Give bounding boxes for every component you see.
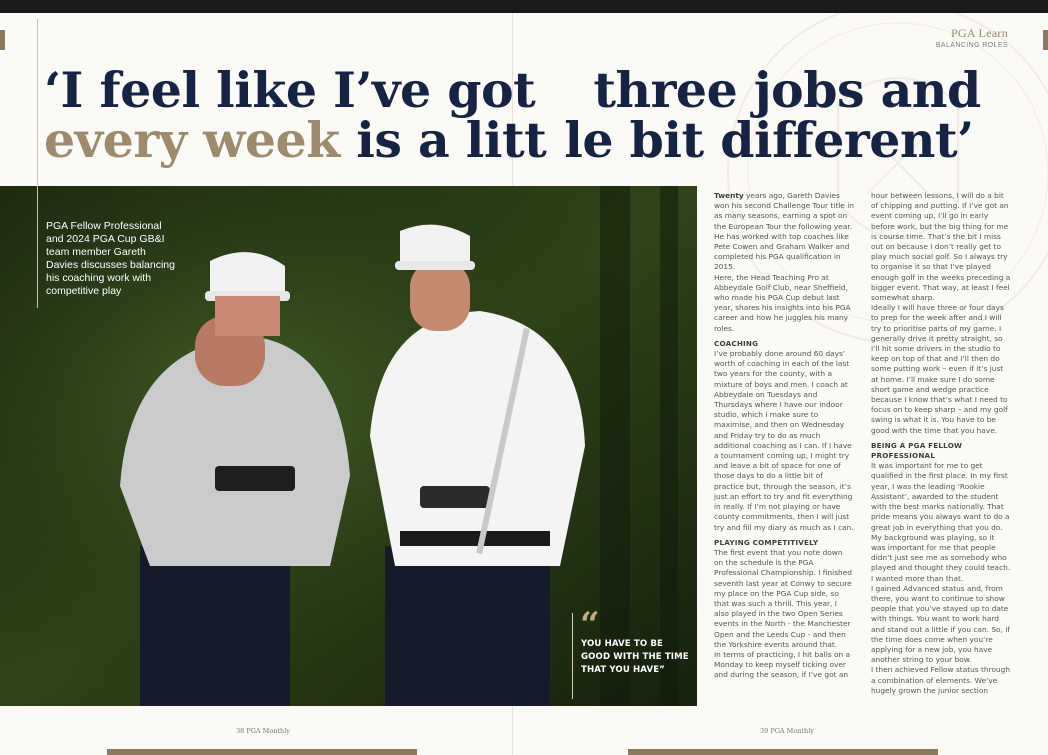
article-column-1	[714, 191, 854, 681]
lead-word: Twenty	[714, 191, 744, 200]
headline-line1-part2: three jobs and	[593, 61, 981, 119]
paragraph: It was important for me to get qualified in the first place. In my first year, I was the leading ‘Rookie Assistant’, awarded to the student with the best marks nationally. That pride means you always want to do a great job in everything that you do. My background was playing, so it was important for me that people didn’t just see me as somebody who played and thought they could teach. I wanted more than that.	[871, 461, 1011, 583]
paragraph: I then achieved Fellow status through a combination of elements. We’ve hugely grown the junior section	[871, 665, 1011, 695]
subhead-playing: PLAYING COMPETITIVELY	[714, 537, 819, 547]
paragraph: In terms of practicing, I hit balls on a Monday to keep myself ticking over and during the season, if I’ve got an	[714, 649, 851, 680]
paragraph: He has worked with top coaches like Pete Cowen and Graham Walker and completed his PGA qualification in 2015.	[714, 231, 850, 272]
folio-right: 39 PGA Monthly	[760, 727, 814, 735]
paragraph: Ideally I will have three or four days to prep for the week after and I will try to prioritise parts of my game. I generally drive it pretty straight, so I’ll hit some drivers in the studio to keep on top of that and I’ll then do some putting work – even if it’s just at home. I’ll make sure I do some short game and wedge practice because I know that’s what I need to focus on to keep sharp – and my golf swing is what it is. You have to be good with the time that you have.	[871, 303, 1008, 435]
quote-mark-icon: “	[580, 605, 600, 645]
article-column-2	[871, 191, 1011, 696]
footer-bar-left	[107, 749, 417, 755]
headline-line2-part1: is a litt	[356, 111, 547, 169]
photo-caption: PGA Fellow Professional and 2024 PGA Cup GB&I team member Gareth Davies discusses balancing his coaching work with competitive play	[46, 220, 175, 297]
paragraph: I gained Advanced status and, from there, you want to continue to show people that you’ve stayed up to date with things. You want to work hard and stand out a little if you can. So, if the time does come when you’re applying for a new job, you have another string to your bow.	[871, 583, 1010, 665]
headline-line-1	[44, 61, 981, 119]
pull-quote-bar	[572, 613, 573, 699]
headline	[44, 61, 981, 169]
intro-text: years ago, Gareth Davies won his second Challenge Tour title in as many seasons, earning a spot on the European Tour the following year.	[714, 191, 854, 231]
headline-line1-part1: ‘I feel like I’ve got	[44, 61, 536, 119]
paragraph: hour between lessons, I will do a bit of chipping and putting. If I’ve got an event coming up, I’ll go in early before work, but the big thing for me is course time. That’s the bit I miss out on because I don’t really get to play much social golf. So I always try to organise it so that I’ve played enough golf in the weeks preceding a bigger event. That way, at least I feel somewhat sharp.	[871, 191, 1011, 303]
pull-quote-text: YOU HAVE TO BE GOOD WITH THE TIME THAT YOU HAVE”	[581, 639, 689, 675]
section-tab-right	[1043, 30, 1048, 50]
intro-paragraph	[714, 191, 854, 232]
subhead-coaching: COACHING	[714, 338, 759, 348]
headline-highlight: every week	[44, 111, 340, 169]
folio-left: 38 PGA Monthly	[236, 727, 290, 735]
subhead-fellow: BEING A PGA FELLOW PROFESSIONAL	[871, 440, 963, 461]
caption-rule	[37, 186, 38, 308]
running-head-title: PGA Learn	[950, 26, 1008, 40]
paragraph: The first event that you note down on the schedule is the PGA Professional Championship. I finished seventh last year at Conwy to secure my place on the PGA Cup side, so that was such a thrill. This year, I also played in the two Open Series events in the North - the Manchester Open and the Leeds Cup - and then the Yorkshire events around that.	[714, 547, 852, 649]
section-tab-left	[0, 30, 5, 50]
paragraph: I’ve probably done around 60 days’ worth of coaching in each of the last two years for the county, with a mixture of boys and men. I coach at Abbeydale on Tuesdays and Thursdays where I have our indoor studio, which I make sure to maximise, and then on Wednesday and Friday try to do as much additional coaching as I can. If I have a tournament coming up, I might try and leave a bit of space for one of those days to do a little bit of practice but, through the season, it’s just an effort to try and fit everything in really. If I’m not playing or have county commitments, then I will just try and fill my diary as much as I can.	[714, 349, 854, 532]
running-head	[936, 26, 1008, 49]
headline-line-2	[44, 111, 974, 169]
magazine-spread	[0, 13, 1048, 755]
footer-bar-right	[628, 749, 938, 755]
headline-line2-part2: le bit different’	[564, 111, 974, 169]
paragraph: Here, the Head Teaching Pro at Abbeydale Golf Club, near Sheffield, who made his PGA Cup debut last year, shares his insights into his PGA career and how he juggles his many roles.	[714, 272, 851, 333]
running-head-subtitle: BALANCING ROLES	[935, 42, 1008, 49]
